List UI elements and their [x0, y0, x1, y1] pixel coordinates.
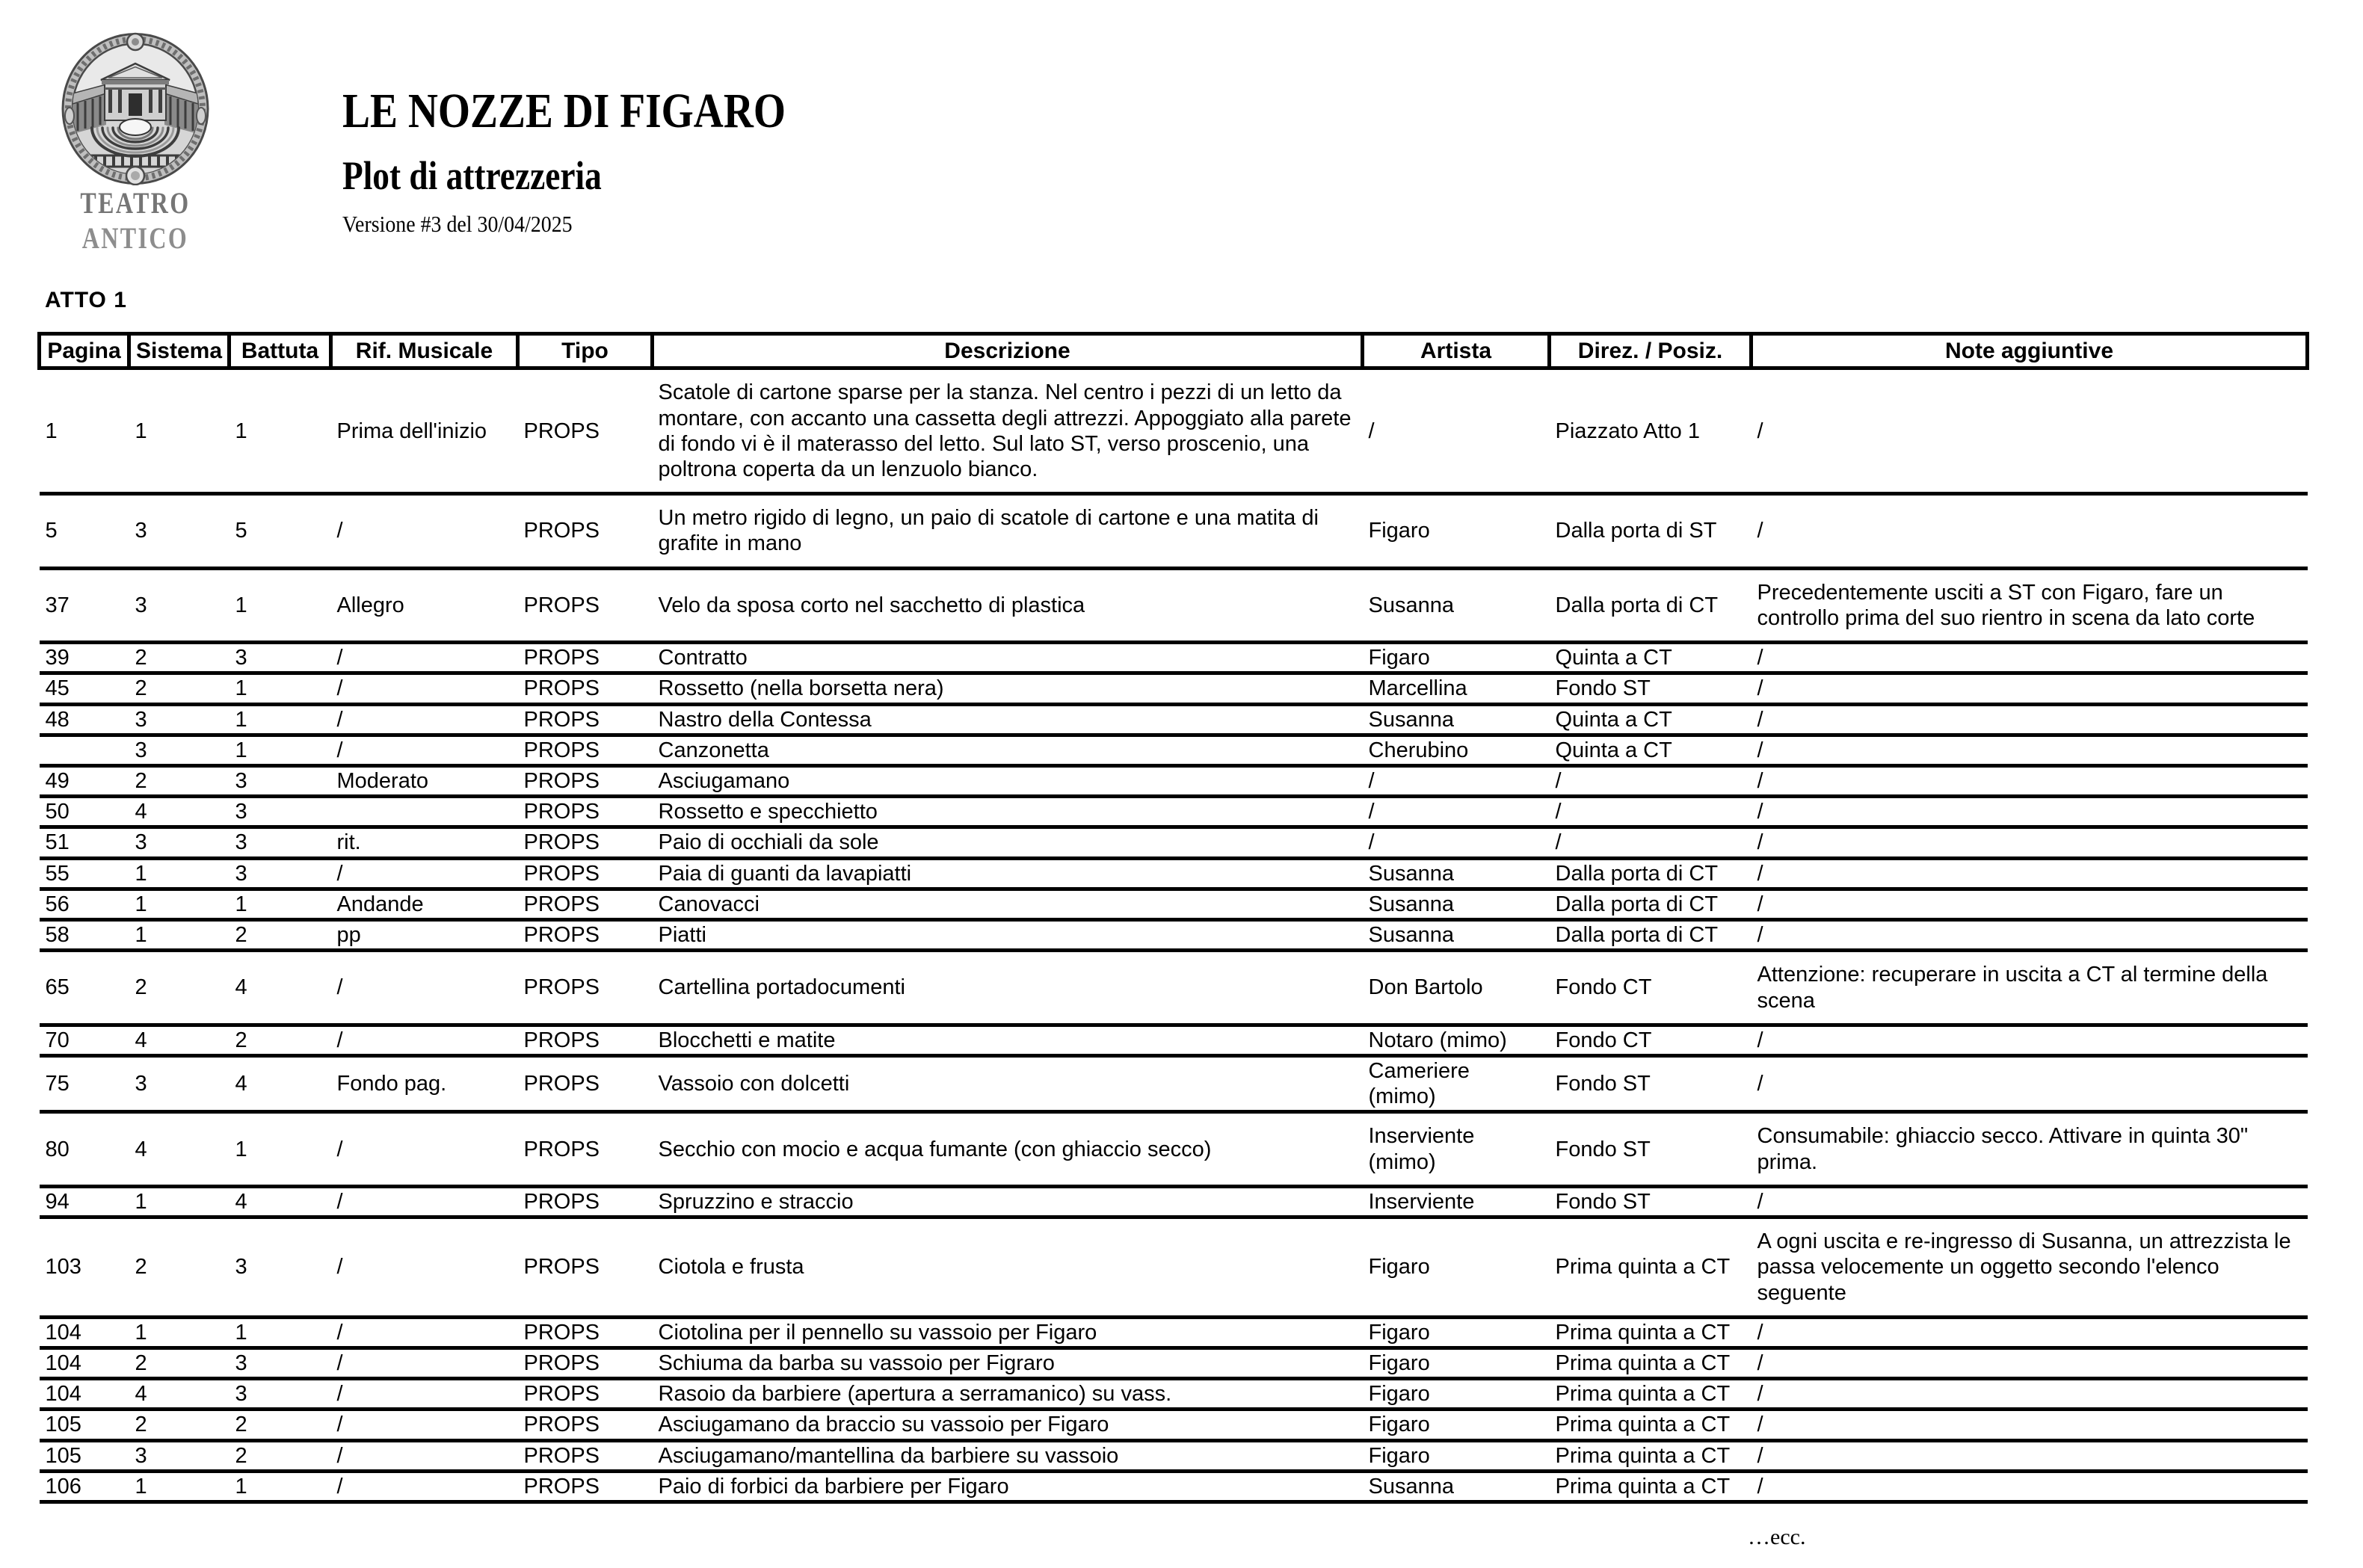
cell-battuta: 3: [229, 1217, 331, 1318]
table-row: [40, 889, 2308, 919]
table-row: [40, 1186, 2308, 1217]
cell-sistema: 3: [129, 704, 229, 735]
cell-sistema: 4: [129, 1025, 229, 1055]
table-row: [40, 1471, 2308, 1501]
cell-tipo: PROPS: [518, 1025, 653, 1055]
cell-pagina: 105: [40, 1440, 129, 1471]
cell-descrizione: Canovacci: [653, 889, 1363, 919]
table-row: [40, 1217, 2308, 1318]
column-header-artista: Artista: [1363, 334, 1550, 368]
cell-tipo: PROPS: [518, 920, 653, 951]
cell-battuta: 1: [229, 1471, 331, 1501]
cell-artista: Susanna: [1363, 1471, 1550, 1501]
cell-descrizione: Spruzzino e straccio: [653, 1186, 1363, 1217]
cell-rif-musicale: /: [331, 1379, 518, 1410]
cell-note-aggiuntive: /: [1752, 889, 2308, 919]
cell-sistema: 1: [129, 858, 229, 889]
table-row: [40, 1317, 2308, 1348]
cell-battuta: 3: [229, 858, 331, 889]
cell-tipo: PROPS: [518, 889, 653, 919]
continuation-note: …ecc.: [1748, 1525, 1806, 1550]
cell-battuta: 3: [229, 766, 331, 797]
cell-sistema: 2: [129, 1348, 229, 1378]
cell-pagina: 5: [40, 494, 129, 568]
cell-artista: Figaro: [1363, 1217, 1550, 1318]
cell-rif-musicale: /: [331, 1410, 518, 1440]
cell-artista: Susanna: [1363, 889, 1550, 919]
cell-descrizione: Paia di guanti da lavapiatti: [653, 858, 1363, 889]
cell-pagina: 105: [40, 1410, 129, 1440]
cell-descrizione: Contratto: [653, 643, 1363, 673]
cell-sistema: 1: [129, 920, 229, 951]
cell-pagina: [40, 735, 129, 765]
cell-rif-musicale: /: [331, 1471, 518, 1501]
table-row: [40, 1055, 2308, 1111]
table-row: [40, 1348, 2308, 1378]
cell-battuta: 1: [229, 568, 331, 642]
cell-descrizione: Ciotolina per il pennello su vassoio per Figaro: [653, 1317, 1363, 1348]
cell-descrizione: Un metro rigido di legno, un paio di scatole di cartone e una matita di grafite in mano: [653, 494, 1363, 568]
cell-direz-posiz: Quinta a CT: [1550, 704, 1752, 735]
cell-artista: Cherubino: [1363, 735, 1550, 765]
table-row: [40, 673, 2308, 704]
cell-rif-musicale: /: [331, 704, 518, 735]
cell-direz-posiz: Piazzato Atto 1: [1550, 368, 1752, 494]
cell-descrizione: Cartellina portadocumenti: [653, 951, 1363, 1025]
cell-descrizione: Asciugamano/mantellina da barbiere su vassoio: [653, 1440, 1363, 1471]
cell-note-aggiuntive: /: [1752, 1379, 2308, 1410]
cell-pagina: 75: [40, 1055, 129, 1111]
cell-rif-musicale: /: [331, 1112, 518, 1186]
column-header-note-aggiuntive: Note aggiuntive: [1752, 334, 2308, 368]
cell-direz-posiz: Dalla porta di ST: [1550, 494, 1752, 568]
table-header-row: [40, 334, 2308, 368]
cell-note-aggiuntive: /: [1752, 1348, 2308, 1378]
cell-note-aggiuntive: /: [1752, 643, 2308, 673]
cell-artista: Marcellina: [1363, 673, 1550, 704]
cell-sistema: 2: [129, 951, 229, 1025]
table-row: [40, 1025, 2308, 1055]
cell-direz-posiz: Prima quinta a CT: [1550, 1379, 1752, 1410]
cell-rif-musicale: /: [331, 951, 518, 1025]
cell-descrizione: Scatole di cartone sparse per la stanza. Nel centro i pezzi di un letto da montare, con accanto una cassetta degli attrezzi. Appoggiato alla parete di fondo vi è il materasso del letto. Sul lato ST, verso proscenio, una poltrona coperta da un lenzuolo bianco.: [653, 368, 1363, 494]
cell-pagina: 37: [40, 568, 129, 642]
cell-artista: Inserviente: [1363, 1186, 1550, 1217]
cell-battuta: 1: [229, 1112, 331, 1186]
cell-descrizione: Asciugamano da braccio su vassoio per Figaro: [653, 1410, 1363, 1440]
cell-direz-posiz: Prima quinta a CT: [1550, 1217, 1752, 1318]
table-row: [40, 766, 2308, 797]
cell-direz-posiz: /: [1550, 766, 1752, 797]
cell-sistema: 3: [129, 827, 229, 858]
cell-sistema: 1: [129, 1186, 229, 1217]
cell-battuta: 1: [229, 1317, 331, 1348]
cell-descrizione: Canzonetta: [653, 735, 1363, 765]
cell-pagina: 104: [40, 1317, 129, 1348]
cell-artista: Susanna: [1363, 704, 1550, 735]
table-row: [40, 797, 2308, 827]
cell-descrizione: Ciotola e frusta: [653, 1217, 1363, 1318]
document-version: Versione #3 del 30/04/2025: [342, 211, 573, 237]
cell-sistema: 4: [129, 1112, 229, 1186]
cell-rif-musicale: [331, 797, 518, 827]
cell-direz-posiz: Dalla porta di CT: [1550, 858, 1752, 889]
cell-sistema: 1: [129, 1471, 229, 1501]
cell-note-aggiuntive: /: [1752, 673, 2308, 704]
cell-descrizione: Rossetto e specchietto: [653, 797, 1363, 827]
cell-direz-posiz: /: [1550, 797, 1752, 827]
cell-descrizione: Rasoio da barbiere (apertura a serramanico) su vass.: [653, 1379, 1363, 1410]
cell-battuta: 2: [229, 920, 331, 951]
cell-rif-musicale: /: [331, 1217, 518, 1318]
cell-battuta: 2: [229, 1025, 331, 1055]
cell-artista: Figaro: [1363, 1348, 1550, 1378]
cell-direz-posiz: Dalla porta di CT: [1550, 889, 1752, 919]
table-row: [40, 568, 2308, 642]
cell-sistema: 4: [129, 797, 229, 827]
cell-direz-posiz: Fondo ST: [1550, 1186, 1752, 1217]
cell-note-aggiuntive: A ogni uscita e re-ingresso di Susanna, un attrezzista le passa velocemente un oggetto secondo l'elenco seguente: [1752, 1217, 2308, 1318]
column-header-tipo: Tipo: [518, 334, 653, 368]
cell-descrizione: Velo da sposa corto nel sacchetto di plastica: [653, 568, 1363, 642]
cell-direz-posiz: Dalla porta di CT: [1550, 920, 1752, 951]
column-header-battuta: Battuta: [229, 334, 331, 368]
cell-rif-musicale: /: [331, 1317, 518, 1348]
cell-direz-posiz: Prima quinta a CT: [1550, 1317, 1752, 1348]
cell-artista: /: [1363, 766, 1550, 797]
cell-artista: Figaro: [1363, 1379, 1550, 1410]
cell-battuta: 3: [229, 1348, 331, 1378]
cell-direz-posiz: Fondo CT: [1550, 951, 1752, 1025]
props-table: [37, 332, 2309, 1504]
cell-battuta: 4: [229, 1055, 331, 1111]
cell-battuta: 4: [229, 1186, 331, 1217]
document-title: LE NOZZE DI FIGARO: [342, 84, 786, 138]
cell-note-aggiuntive: Consumabile: ghiaccio secco. Attivare in quinta 30" prima.: [1752, 1112, 2308, 1186]
cell-direz-posiz: Prima quinta a CT: [1550, 1348, 1752, 1378]
cell-tipo: PROPS: [518, 1471, 653, 1501]
cell-descrizione: Secchio con mocio e acqua fumante (con ghiaccio secco): [653, 1112, 1363, 1186]
cell-rif-musicale: /: [331, 494, 518, 568]
cell-tipo: PROPS: [518, 1055, 653, 1111]
cell-artista: Cameriere (mimo): [1363, 1055, 1550, 1111]
cell-battuta: 3: [229, 643, 331, 673]
cell-rif-musicale: Moderato: [331, 766, 518, 797]
cell-tipo: PROPS: [518, 643, 653, 673]
cell-direz-posiz: Dalla porta di CT: [1550, 568, 1752, 642]
cell-rif-musicale: /: [331, 673, 518, 704]
cell-note-aggiuntive: /: [1752, 494, 2308, 568]
cell-direz-posiz: Fondo ST: [1550, 673, 1752, 704]
cell-artista: Figaro: [1363, 1317, 1550, 1348]
cell-pagina: 49: [40, 766, 129, 797]
cell-pagina: 94: [40, 1186, 129, 1217]
cell-artista: /: [1363, 797, 1550, 827]
cell-pagina: 58: [40, 920, 129, 951]
cell-tipo: PROPS: [518, 766, 653, 797]
cell-direz-posiz: /: [1550, 827, 1752, 858]
cell-direz-posiz: Fondo ST: [1550, 1055, 1752, 1111]
column-header-rif-musicale: Rif. Musicale: [331, 334, 518, 368]
act-heading: ATTO 1: [45, 288, 127, 312]
cell-descrizione: Blocchetti e matite: [653, 1025, 1363, 1055]
cell-note-aggiuntive: /: [1752, 827, 2308, 858]
cell-sistema: 3: [129, 1440, 229, 1471]
cell-note-aggiuntive: Attenzione: recuperare in uscita a CT al termine della scena: [1752, 951, 2308, 1025]
table-row: [40, 827, 2308, 858]
cell-rif-musicale: Andande: [331, 889, 518, 919]
column-header-sistema: Sistema: [129, 334, 229, 368]
cell-artista: Inserviente (mimo): [1363, 1112, 1550, 1186]
cell-note-aggiuntive: /: [1752, 1186, 2308, 1217]
cell-sistema: 1: [129, 889, 229, 919]
cell-sistema: 3: [129, 494, 229, 568]
cell-sistema: 2: [129, 643, 229, 673]
cell-pagina: 104: [40, 1348, 129, 1378]
cell-rif-musicale: pp: [331, 920, 518, 951]
table-row: [40, 704, 2308, 735]
cell-rif-musicale: /: [331, 643, 518, 673]
cell-note-aggiuntive: /: [1752, 1410, 2308, 1440]
cell-battuta: 3: [229, 827, 331, 858]
cell-tipo: PROPS: [518, 1112, 653, 1186]
cell-rif-musicale: Prima dell'inizio: [331, 368, 518, 494]
cell-direz-posiz: Prima quinta a CT: [1550, 1471, 1752, 1501]
cell-descrizione: Nastro della Contessa: [653, 704, 1363, 735]
table-row: [40, 1379, 2308, 1410]
cell-note-aggiuntive: /: [1752, 797, 2308, 827]
cell-sistema: 4: [129, 1379, 229, 1410]
cell-tipo: PROPS: [518, 735, 653, 765]
cell-battuta: 1: [229, 735, 331, 765]
cell-sistema: 2: [129, 766, 229, 797]
cell-artista: Figaro: [1363, 1440, 1550, 1471]
cell-tipo: PROPS: [518, 368, 653, 494]
cell-rif-musicale: /: [331, 1186, 518, 1217]
table-row: [40, 920, 2308, 951]
table-row: [40, 643, 2308, 673]
cell-rif-musicale: /: [331, 1440, 518, 1471]
cell-note-aggiuntive: /: [1752, 1055, 2308, 1111]
cell-pagina: 48: [40, 704, 129, 735]
cell-tipo: PROPS: [518, 951, 653, 1025]
cell-note-aggiuntive: /: [1752, 1025, 2308, 1055]
table-row: [40, 368, 2308, 494]
cell-note-aggiuntive: /: [1752, 1440, 2308, 1471]
cell-battuta: 1: [229, 889, 331, 919]
cell-rif-musicale: Fondo pag.: [331, 1055, 518, 1111]
cell-rif-musicale: /: [331, 858, 518, 889]
cell-note-aggiuntive: /: [1752, 766, 2308, 797]
cell-battuta: 1: [229, 704, 331, 735]
cell-pagina: 50: [40, 797, 129, 827]
cell-tipo: PROPS: [518, 494, 653, 568]
cell-pagina: 104: [40, 1379, 129, 1410]
cell-battuta: 2: [229, 1440, 331, 1471]
cell-pagina: 103: [40, 1217, 129, 1318]
cell-tipo: PROPS: [518, 568, 653, 642]
cell-descrizione: Vassoio con dolcetti: [653, 1055, 1363, 1111]
cell-artista: Susanna: [1363, 920, 1550, 951]
cell-battuta: 3: [229, 797, 331, 827]
cell-direz-posiz: Quinta a CT: [1550, 735, 1752, 765]
cell-descrizione: Rossetto (nella borsetta nera): [653, 673, 1363, 704]
cell-tipo: PROPS: [518, 1317, 653, 1348]
cell-artista: Figaro: [1363, 494, 1550, 568]
title-block: [342, 84, 870, 237]
cell-sistema: 3: [129, 735, 229, 765]
cell-direz-posiz: Quinta a CT: [1550, 643, 1752, 673]
cell-sistema: 2: [129, 673, 229, 704]
cell-tipo: PROPS: [518, 858, 653, 889]
column-header-direz-posiz: Direz. / Posiz.: [1550, 334, 1752, 368]
cell-sistema: 1: [129, 368, 229, 494]
cell-tipo: PROPS: [518, 1217, 653, 1318]
cell-rif-musicale: rit.: [331, 827, 518, 858]
cell-tipo: PROPS: [518, 1379, 653, 1410]
cell-battuta: 4: [229, 951, 331, 1025]
cell-artista: Susanna: [1363, 568, 1550, 642]
cell-artista: Don Bartolo: [1363, 951, 1550, 1025]
cell-artista: Figaro: [1363, 1410, 1550, 1440]
cell-note-aggiuntive: /: [1752, 858, 2308, 889]
cell-sistema: 2: [129, 1410, 229, 1440]
column-header-descrizione: Descrizione: [653, 334, 1363, 368]
cell-artista: Figaro: [1363, 643, 1550, 673]
table-row: [40, 1440, 2308, 1471]
cell-artista: Notaro (mimo): [1363, 1025, 1550, 1055]
cell-pagina: 51: [40, 827, 129, 858]
cell-tipo: PROPS: [518, 1410, 653, 1440]
cell-pagina: 80: [40, 1112, 129, 1186]
document-header: [0, 0, 2363, 332]
cell-direz-posiz: Fondo ST: [1550, 1112, 1752, 1186]
cell-note-aggiuntive: /: [1752, 1471, 2308, 1501]
table-row: [40, 951, 2308, 1025]
cell-note-aggiuntive: /: [1752, 920, 2308, 951]
cell-artista: Susanna: [1363, 858, 1550, 889]
cell-note-aggiuntive: /: [1752, 704, 2308, 735]
cell-battuta: 1: [229, 368, 331, 494]
cell-descrizione: Piatti: [653, 920, 1363, 951]
cell-descrizione: Asciugamano: [653, 766, 1363, 797]
cell-tipo: PROPS: [518, 827, 653, 858]
cell-pagina: 1: [40, 368, 129, 494]
cell-pagina: 56: [40, 889, 129, 919]
cell-rif-musicale: /: [331, 735, 518, 765]
table-row: [40, 1112, 2308, 1186]
cell-tipo: PROPS: [518, 1348, 653, 1378]
cell-sistema: 3: [129, 1055, 229, 1111]
cell-tipo: PROPS: [518, 1186, 653, 1217]
cell-note-aggiuntive: /: [1752, 735, 2308, 765]
cell-battuta: 3: [229, 1379, 331, 1410]
cell-pagina: 45: [40, 673, 129, 704]
logo-text-antico: ANTICO: [81, 221, 189, 255]
cell-tipo: PROPS: [518, 673, 653, 704]
cell-battuta: 1: [229, 673, 331, 704]
document-subtitle: Plot di attrezzeria: [342, 153, 602, 198]
cell-descrizione: Paio di occhiali da sole: [653, 827, 1363, 858]
cell-battuta: 2: [229, 1410, 331, 1440]
cell-artista: /: [1363, 827, 1550, 858]
logo-caption: [23, 188, 247, 253]
cell-direz-posiz: Fondo CT: [1550, 1025, 1752, 1055]
cell-artista: /: [1363, 368, 1550, 494]
teatro-antico-logo: [61, 32, 209, 185]
cell-battuta: 5: [229, 494, 331, 568]
table-row: [40, 735, 2308, 765]
cell-tipo: PROPS: [518, 704, 653, 735]
table-row: [40, 858, 2308, 889]
cell-pagina: 65: [40, 951, 129, 1025]
cell-rif-musicale: /: [331, 1348, 518, 1378]
table-row: [40, 1410, 2308, 1440]
cell-direz-posiz: Prima quinta a CT: [1550, 1410, 1752, 1440]
cell-descrizione: Paio di forbici da barbiere per Figaro: [653, 1471, 1363, 1501]
cell-note-aggiuntive: /: [1752, 368, 2308, 494]
cell-direz-posiz: Prima quinta a CT: [1550, 1440, 1752, 1471]
cell-pagina: 55: [40, 858, 129, 889]
cell-rif-musicale: Allegro: [331, 568, 518, 642]
cell-pagina: 106: [40, 1471, 129, 1501]
column-header-pagina: Pagina: [40, 334, 129, 368]
cell-tipo: PROPS: [518, 1440, 653, 1471]
cell-sistema: 1: [129, 1317, 229, 1348]
cell-pagina: 39: [40, 643, 129, 673]
cell-descrizione: Schiuma da barba su vassoio per Figraro: [653, 1348, 1363, 1378]
cell-rif-musicale: /: [331, 1025, 518, 1055]
cell-sistema: 3: [129, 568, 229, 642]
logo-text-teatro: TEATRO: [80, 186, 191, 220]
cell-tipo: PROPS: [518, 797, 653, 827]
table-row: [40, 494, 2308, 568]
cell-sistema: 2: [129, 1217, 229, 1318]
cell-note-aggiuntive: Precedentemente usciti a ST con Figaro, fare un controllo prima del suo rientro in scena da lato corte: [1752, 568, 2308, 642]
cell-note-aggiuntive: /: [1752, 1317, 2308, 1348]
cell-pagina: 70: [40, 1025, 129, 1055]
